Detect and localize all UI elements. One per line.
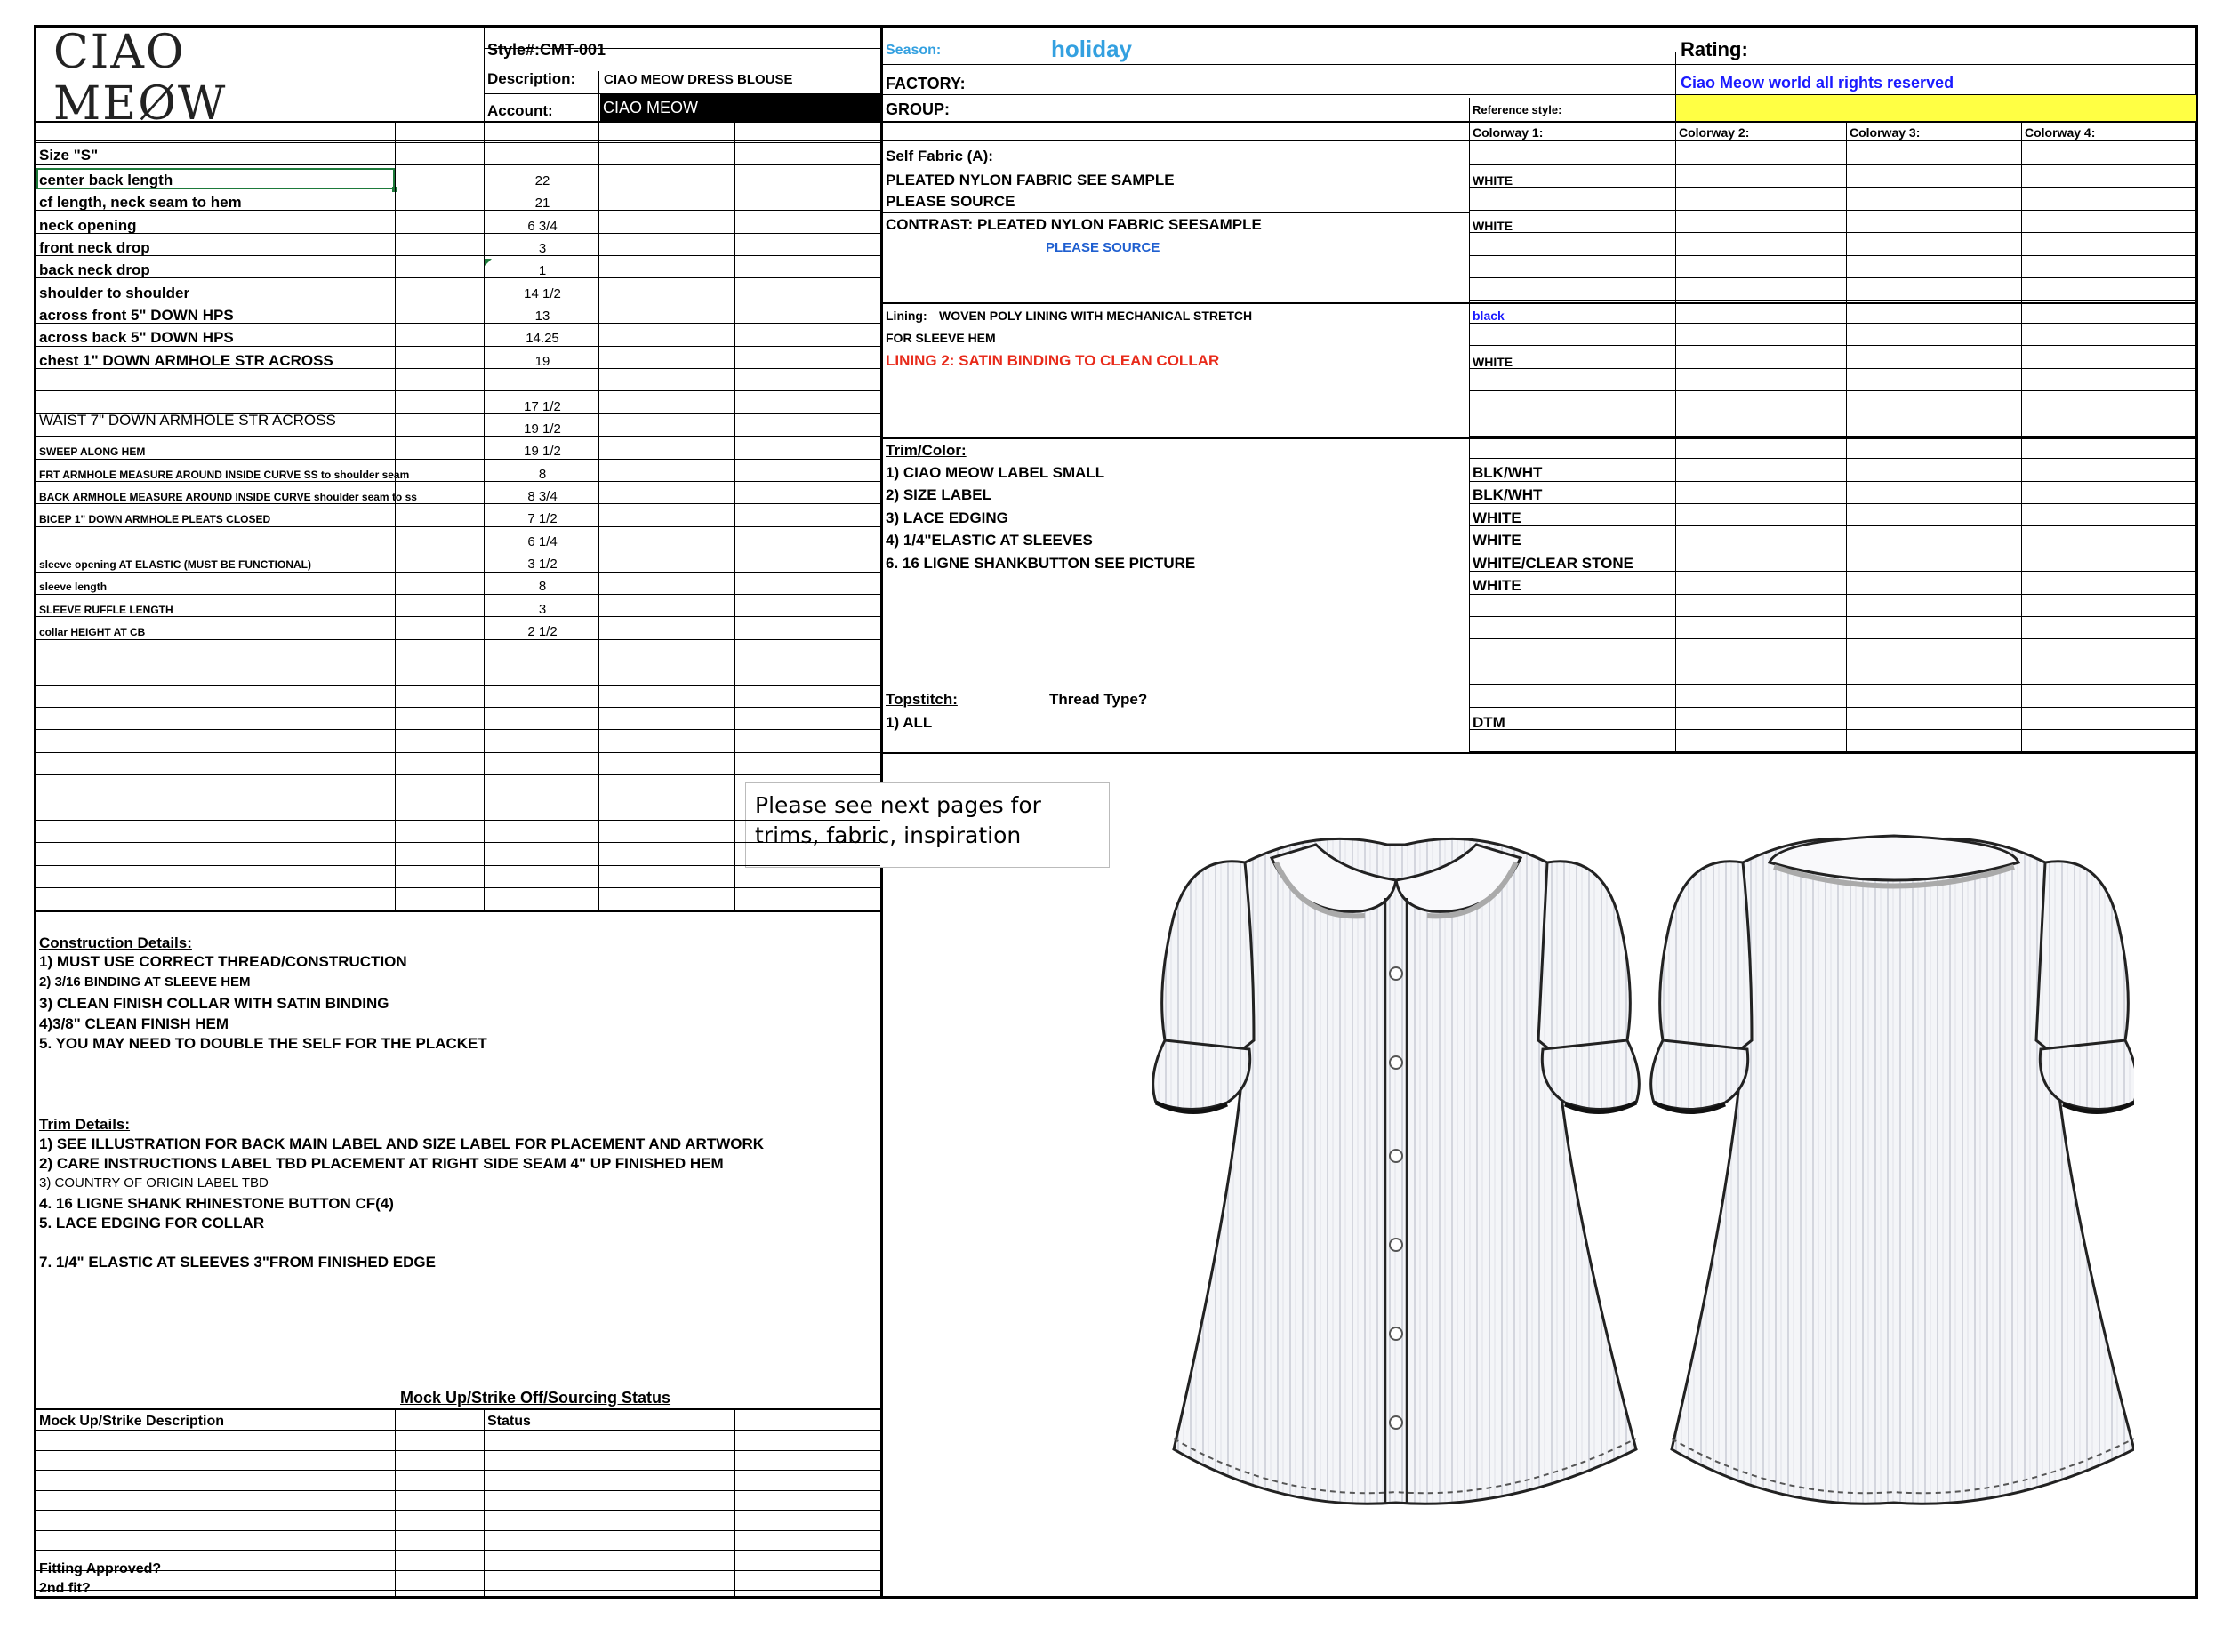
grid-line [34,255,880,256]
measurement-value: 13 [534,309,550,325]
grid-line [1469,164,2198,165]
season-label: Season: [886,43,942,58]
second-fit: 2nd fit? [39,1581,91,1596]
grid-line [34,413,880,414]
measurement-label: sleeve opening AT ELASTIC (MUST BE FUNCTIONAL) [39,557,312,571]
grid-line [880,212,1469,213]
measurement-value: 19 [534,353,550,369]
grid-line [34,526,880,527]
grid-line [34,887,880,888]
grid-line [1469,345,2198,346]
grid-line [34,1430,880,1431]
lining-label: Lining: [886,309,927,323]
grid-line [34,346,880,347]
measurement-value: 6 3/4 [527,218,558,234]
logo-line2: MEØW [53,77,228,131]
account-value-cell [600,94,880,121]
grid-line [34,594,880,595]
factory-label: FACTORY: [886,75,966,92]
grid-line [1469,368,2198,369]
grid-line [1469,436,2198,437]
grid-line [1469,390,2198,391]
measurement-label: cf length, neck seam to hem [39,194,242,212]
measurement-value: 14.25 [526,331,559,347]
measurement-value: 8 3/4 [527,488,558,504]
trim-item: 3) LACE EDGING [886,509,1008,526]
measurement-label: collar HEIGHT AT CB [39,626,146,638]
measurement-value: 17 1/2 [524,398,561,414]
grid-line [34,481,880,482]
lining-text-2: FOR SLEEVE HEM [886,331,996,345]
trim-item-color: WHITE [1473,509,1521,526]
measurement-value: 3 [538,241,547,257]
grid-line [1469,707,2198,708]
grid-line [34,616,880,617]
measurement-label: shoulder to shoulder [39,284,190,301]
lining-2-color: WHITE [1473,355,1513,369]
trim-detail-line: 4. 16 LIGNE SHANK RHINESTONE BUTTON CF(4) [39,1195,394,1212]
grid-line [34,390,880,391]
measurement-label: back neck drop [39,261,150,279]
trim-item: 1) CIAO MEOW LABEL SMALL [886,464,1105,481]
grid-line [34,142,880,143]
thread-type-label: Thread Type? [1049,691,1148,708]
grid-line [1469,525,2198,526]
grid-line [34,368,880,369]
grid-line [34,436,880,437]
construction-line: 3) CLEAN FINISH COLLAR WITH SATIN BINDING [39,995,389,1012]
grid-line [1469,277,2198,278]
construction-line: 2) 3/16 BINDING AT SLEEVE HEM [39,974,251,990]
grid-line [34,233,880,234]
construction-title: Construction Details: [39,934,192,951]
description-value: CIAO MEOW DRESS BLOUSE [604,72,793,87]
measurement-value: 3 1/2 [527,556,558,572]
trim-item: 6. 16 LIGNE SHANKBUTTON SEE PICTURE [886,554,1196,572]
fabric-row-3: CONTRAST: PLEATED NYLON FABRIC SEESAMPLE [886,216,1262,233]
measurement-label: center back length [39,172,173,188]
measurement-value: 7 1/2 [527,511,558,527]
grid-line [34,503,880,504]
grid-line [880,437,2198,439]
grid-line [1469,210,2198,211]
trim-detail-line: 1) SEE ILLUSTRATION FOR BACK MAIN LABEL AND SIZE LABEL FOR PLACEMENT AND ARTWORK [39,1135,765,1152]
back-view-sketch [1651,836,2134,1504]
measurement-label: across back 5" DOWN HPS [39,329,234,347]
measurement-label: BICEP 1" DOWN ARMHOLE PLEATS CLOSED [39,513,271,526]
grid-line [34,729,880,730]
measurement-label: chest 1" DOWN ARMHOLE STR ACROSS [39,351,333,369]
note-textbox[interactable]: Please see next pages for trims, fabric, inspiration [745,782,1110,868]
grid-line [34,277,880,278]
measurement-value: 21 [534,196,550,212]
grid-line [1469,684,2198,685]
measurement-value: 8 [538,579,547,595]
grid-line [34,1450,880,1451]
lining-text: WOVEN POLY LINING WITH MECHANICAL STRETCH [939,309,1253,323]
grid-line [34,1470,880,1471]
grid-line [598,121,599,910]
grid-line [395,121,396,910]
measurement-label: BACK ARMHOLE MEASURE AROUND INSIDE CURVE shoulder seam to ss [39,490,417,503]
measurement-value: 2 1/2 [527,624,558,639]
fabric-row-2: PLEASE SOURCE [886,193,1015,210]
grid-line [1469,458,2198,459]
grid-line [1469,638,2198,639]
mockup-title: Mock Up/Strike Off/Sourcing Status [400,1389,671,1407]
topstitch-item: 1) ALL [886,714,933,731]
fabric-row-4: PLEASE SOURCE [1046,240,1160,255]
mockup-desc-header: Mock Up/Strike Description [39,1414,225,1429]
grid-line [34,685,880,686]
grid-line [34,1510,880,1511]
trim-details-title: Trim Details: [39,1116,131,1133]
grid-line [34,820,880,821]
grid-line [34,572,880,573]
trim-color-label: Trim/Color: [886,442,967,459]
garment-sketch [1138,809,2134,1520]
comment-indicator [485,259,492,266]
colorway-4-header: Colorway 4: [2025,125,2096,140]
rights-text: Ciao Meow world all rights reserved [1681,74,1954,92]
colorway-3-header: Colorway 3: [1850,125,1921,140]
self-fabric-label: Self Fabric (A): [886,148,993,164]
grid-line [395,1408,396,1599]
fabric-row-3-color: WHITE [1473,219,1513,233]
measurement-value: 19 1/2 [524,421,561,437]
grid-line [34,1570,880,1571]
trim-item-color: WHITE/CLEAR STONE [1473,554,1634,572]
grid-line [34,752,880,753]
lining-color: black [1473,309,1505,323]
measurement-value: 3 [538,601,547,617]
grid-line [34,1590,880,1591]
fabric-row-1-color: WHITE [1473,173,1513,188]
grid-line [34,140,880,141]
measurement-value: 14 1/2 [524,285,561,301]
grid-line [1469,323,2198,324]
trim-item: 2) SIZE LABEL [886,486,992,504]
front-view-sketch [1153,838,1640,1504]
grid-line [734,121,735,910]
group-label: GROUP: [886,100,950,118]
measurement-label: sleeve length [39,581,108,594]
grid-line [1469,481,2198,482]
grid-line [1469,594,2198,595]
grid-line [734,1408,735,1599]
trim-detail-line: 5. LACE EDGING FOR COLLAR [39,1215,265,1231]
grid-line [1469,751,2198,752]
grid-line [34,1490,880,1491]
size-header: Size "S" [39,147,99,164]
colorway-1-header: Colorway 1: [1473,125,1544,140]
construction-line: 5. YOU MAY NEED TO DOUBLE THE SELF FOR THE PLACKET [39,1035,487,1052]
season-value: holiday [1051,36,1133,62]
account-label: Account: [487,102,553,119]
grid-line [34,842,880,843]
measurement-label: front neck drop [39,239,150,257]
measurement-value: 8 [538,466,547,482]
measurement-label: SLEEVE RUFFLE LENGTH [39,603,173,616]
description-label: Description: [487,70,576,87]
trim-detail-line: 3) COUNTRY OF ORIGIN LABEL TBD [39,1175,269,1191]
measurement-label: neck opening [39,216,137,234]
measurement-label: across front 5" DOWN HPS [39,307,234,325]
grid-line [34,1550,880,1551]
trim-item: 4) 1/4"ELASTIC AT SLEEVES [886,532,1093,549]
measurement-value: 1 [538,263,547,279]
measurement-label: SWEEP ALONG HEM [39,445,146,459]
grid-line [1469,187,2198,188]
grid-line [1469,729,2198,730]
selected-cell[interactable] [36,168,395,189]
grid-line [34,164,880,165]
grid-line [34,774,880,775]
reference-style-label: Reference style: [1473,103,1562,116]
rating-label: Rating: [1681,38,1748,60]
grid-line [34,1530,880,1531]
ciao-meow-logo [53,27,231,130]
measurement-label: FRT ARMHOLE MEASURE AROUND INSIDE CURVE SS to shoulder seam [39,468,410,481]
fabric-row-1: PLEATED NYLON FABRIC SEE SAMPLE [886,172,1175,188]
topstitch-color: DTM [1473,714,1505,731]
grid-line [484,1408,485,1599]
style-number: Style#:CMT-001 [487,41,606,59]
measurement-label: WAIST 7" DOWN ARMHOLE STR ACROSS [39,411,336,429]
measurement-value: 6 1/4 [527,533,558,549]
construction-line: 4)3/8" CLEAN FINISH HEM [39,1015,229,1032]
grid-line [1469,255,2198,256]
grid-line [34,323,880,324]
grid-line [1469,503,2198,504]
trim-item-color: BLK/WHT [1473,464,1543,481]
trim-detail-line: 2) CARE INSTRUCTIONS LABEL TBD PLACEMENT AT RIGHT SIDE SEAM 4" UP FINISHED HEM [39,1155,724,1172]
measurement-value: 19 1/2 [524,444,561,460]
grid-line [34,639,880,640]
lining-2-text: LINING 2: SATIN BINDING TO CLEAN COLLAR [886,352,1220,369]
colorway-2-header: Colorway 2: [1679,125,1750,140]
trim-item-color: WHITE [1473,532,1521,549]
grid-line [34,865,880,866]
account-value: CIAO MEOW [603,99,698,116]
trim-item-color: WHITE [1473,577,1521,594]
mockup-status-header: Status [487,1414,531,1429]
reference-style-highlight [1676,95,2196,121]
grid-line [34,459,880,460]
grid-line [1469,571,2198,572]
trim-item-color: BLK/WHT [1473,486,1543,504]
grid-line [1469,232,2198,233]
grid-line [1469,300,2198,301]
fitting-approved: Fitting Approved? [39,1561,162,1576]
topstitch-label: Topstitch: [886,691,958,708]
grid-line [484,121,485,910]
grid-line [34,707,880,708]
grid-line [34,210,880,211]
logo-line1: CIAO [53,26,186,79]
trim-detail-line: 7. 1/4" ELASTIC AT SLEEVES 3"FROM FINISHED EDGE [39,1254,436,1271]
measurement-value: 22 [534,173,550,188]
construction-line: 1) MUST USE CORRECT THREAD/CONSTRUCTION [39,953,407,970]
grid-line [880,302,2198,304]
grid-line [1469,616,2198,617]
